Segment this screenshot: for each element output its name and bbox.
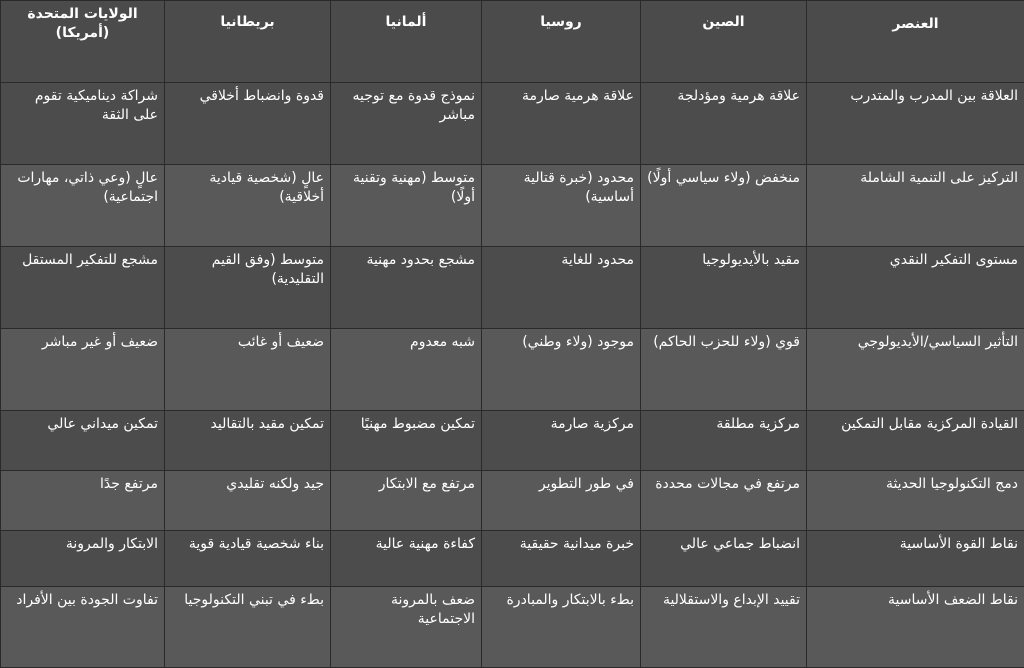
header-russia: روسيا (482, 1, 641, 83)
table-cell: خبرة ميدانية حقيقية (482, 531, 641, 587)
table-cell: علاقة هرمية ومؤدلجة (641, 83, 807, 165)
table-cell: منخفض (ولاء سياسي أولًا) (641, 165, 807, 247)
table-cell: قدوة وانضباط أخلاقي (165, 83, 331, 165)
row-label: نقاط القوة الأساسية (807, 531, 1024, 587)
table-cell: عالٍ (شخصية قيادية أخلاقية) (165, 165, 331, 247)
table-cell: مرتفع جدًا (1, 471, 165, 531)
table-cell: تمكين مقيد بالتقاليد (165, 411, 331, 471)
table-cell: نموذج قدوة مع توجيه مباشر (331, 83, 482, 165)
table-cell: متوسط (وفق القيم التقليدية) (165, 247, 331, 329)
table-cell: بناء شخصية قيادية قوية (165, 531, 331, 587)
table-cell: محدود للغاية (482, 247, 641, 329)
row-label: دمج التكنولوجيا الحديثة (807, 471, 1024, 531)
row-label: العلاقة بين المدرب والمتدرب (807, 83, 1024, 165)
row-label: التركيز على التنمية الشاملة (807, 165, 1024, 247)
table-row (1, 329, 1024, 411)
table-row (1, 411, 1024, 471)
table-cell: قوي (ولاء للحزب الحاكم) (641, 329, 807, 411)
table-row (1, 247, 1024, 329)
table-row (1, 83, 1024, 165)
row-label: مستوى التفكير النقدي (807, 247, 1024, 329)
table-cell: مشجع بحدود مهنية (331, 247, 482, 329)
table-cell: متوسط (مهنية وتقنية أولًا) (331, 165, 482, 247)
table-cell: مركزية مطلقة (641, 411, 807, 471)
table-cell: الابتكار والمرونة (1, 531, 165, 587)
table-cell: محدود (خبرة قتالية أساسية) (482, 165, 641, 247)
table-row (1, 165, 1024, 247)
table-cell: تقييد الإبداع والاستقلالية (641, 587, 807, 668)
header-row (1, 1, 1024, 83)
header-element: العنصر (807, 1, 1024, 83)
table-cell: مرتفع مع الابتكار (331, 471, 482, 531)
header-britain: بريطانيا (165, 1, 331, 83)
table-cell: تمكين ميداني عالي (1, 411, 165, 471)
table-row (1, 471, 1024, 531)
table-cell: عالٍ (وعي ذاتي، مهارات اجتماعية) (1, 165, 165, 247)
table-cell: شبه معدوم (331, 329, 482, 411)
table-cell: ضعيف أو غير مباشر (1, 329, 165, 411)
table-cell: مقيد بالأيديولوجيا (641, 247, 807, 329)
row-label: التأثير السياسي/الأيديولوجي (807, 329, 1024, 411)
header-china: الصين (641, 1, 807, 83)
table-cell: في طور التطوير (482, 471, 641, 531)
table-cell: تفاوت الجودة بين الأفراد (1, 587, 165, 668)
table-cell: كفاءة مهنية عالية (331, 531, 482, 587)
table-cell: موجود (ولاء وطني) (482, 329, 641, 411)
table-row (1, 587, 1024, 668)
row-label: نقاط الضعف الأساسية (807, 587, 1024, 668)
table-cell: بطء بالابتكار والمبادرة (482, 587, 641, 668)
header-germany: ألمانيا (331, 1, 482, 83)
table-cell: بطء في تبني التكنولوجيا (165, 587, 331, 668)
table-cell: ضعف بالمرونة الاجتماعية (331, 587, 482, 668)
table-cell: مشجع للتفكير المستقل (1, 247, 165, 329)
table-cell: انضباط جماعي عالي (641, 531, 807, 587)
table-cell: علاقة هرمية صارمة (482, 83, 641, 165)
header-usa: الولايات المتحدة (أمريكا) (1, 1, 165, 83)
table-cell: جيد ولكنه تقليدي (165, 471, 331, 531)
table-cell: مرتفع في مجالات محددة (641, 471, 807, 531)
table-row (1, 531, 1024, 587)
row-label: القيادة المركزية مقابل التمكين (807, 411, 1024, 471)
table-cell: تمكين مضبوط مهنيًا (331, 411, 482, 471)
table-cell: مركزية صارمة (482, 411, 641, 471)
table-cell: شراكة ديناميكية تقوم على الثقة (1, 83, 165, 165)
table-cell: ضعيف أو غائب (165, 329, 331, 411)
